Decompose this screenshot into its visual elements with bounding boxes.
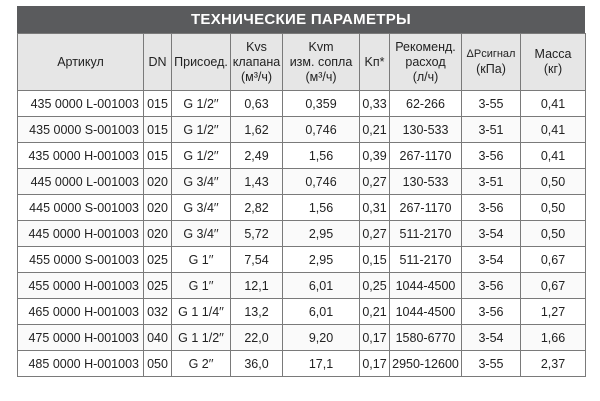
cell-kvs: 1,62 bbox=[231, 117, 283, 143]
cell-mass: 0,41 bbox=[521, 91, 586, 117]
cell-dp: 3-55 bbox=[462, 91, 521, 117]
cell-article: 455 0000 S-001003 bbox=[18, 247, 144, 273]
cell-article: 445 0000 H-001003 bbox=[18, 221, 144, 247]
cell-dn: 040 bbox=[144, 325, 172, 351]
header-flow-line3: (л/ч) bbox=[412, 69, 439, 84]
cell-mass: 0,50 bbox=[521, 221, 586, 247]
cell-kvs: 36,0 bbox=[231, 351, 283, 377]
cell-flow: 267-1170 bbox=[390, 195, 462, 221]
header-kvm bbox=[283, 34, 360, 91]
cell-article: 435 0000 S-001003 bbox=[18, 117, 144, 143]
cell-mass: 2,37 bbox=[521, 351, 586, 377]
cell-connection: G 1′′ bbox=[172, 273, 231, 299]
cell-dn: 020 bbox=[144, 221, 172, 247]
header-kvs-line1: Kvs bbox=[246, 39, 267, 54]
cell-article: 485 0000 H-001003 bbox=[18, 351, 144, 377]
table-row bbox=[18, 91, 586, 117]
table-row bbox=[18, 117, 586, 143]
cell-article: 445 0000 L-001003 bbox=[18, 169, 144, 195]
cell-kvm: 0,359 bbox=[283, 91, 360, 117]
cell-kvm: 6,01 bbox=[283, 273, 360, 299]
header-dn: DN bbox=[144, 34, 172, 91]
cell-article: 445 0000 S-001003 bbox=[18, 195, 144, 221]
header-row bbox=[18, 34, 586, 91]
cell-kvs: 2,49 bbox=[231, 143, 283, 169]
table-row bbox=[18, 247, 586, 273]
cell-connection: G 3/4′′ bbox=[172, 169, 231, 195]
cell-connection: G 1 1/2′′ bbox=[172, 325, 231, 351]
cell-kvm: 1,56 bbox=[283, 195, 360, 221]
cell-connection: G 1 1/4′′ bbox=[172, 299, 231, 325]
cell-kvs: 0,63 bbox=[231, 91, 283, 117]
table-title: ТЕХНИЧЕСКИЕ ПАРАМЕТРЫ bbox=[17, 6, 585, 33]
parameters-table bbox=[17, 33, 586, 377]
cell-flow: 1044-4500 bbox=[390, 273, 462, 299]
cell-kvs: 1,43 bbox=[231, 169, 283, 195]
table-row bbox=[18, 195, 586, 221]
cell-article: 455 0000 H-001003 bbox=[18, 273, 144, 299]
table-row bbox=[18, 221, 586, 247]
cell-flow: 511-2170 bbox=[390, 247, 462, 273]
cell-dp: 3-51 bbox=[462, 117, 521, 143]
cell-kp: 0,17 bbox=[360, 351, 390, 377]
cell-flow: 511-2170 bbox=[390, 221, 462, 247]
cell-kp: 0,15 bbox=[360, 247, 390, 273]
cell-mass: 0,67 bbox=[521, 247, 586, 273]
cell-kvm: 1,56 bbox=[283, 143, 360, 169]
cell-mass: 0,50 bbox=[521, 195, 586, 221]
cell-connection: G 2′′ bbox=[172, 351, 231, 377]
cell-dn: 020 bbox=[144, 195, 172, 221]
cell-kvs: 22,0 bbox=[231, 325, 283, 351]
cell-mass: 0,41 bbox=[521, 117, 586, 143]
cell-article: 435 0000 H-001003 bbox=[18, 143, 144, 169]
cell-connection: G 3/4′′ bbox=[172, 221, 231, 247]
header-flow-line2: расход bbox=[405, 54, 446, 69]
cell-flow: 62-266 bbox=[390, 91, 462, 117]
cell-kp: 0,21 bbox=[360, 117, 390, 143]
cell-kvm: 2,95 bbox=[283, 221, 360, 247]
cell-dn: 025 bbox=[144, 273, 172, 299]
cell-kvs: 2,82 bbox=[231, 195, 283, 221]
header-kvm-line1: Kvm bbox=[308, 39, 334, 54]
header-dp-line1: ΔPсигнал bbox=[466, 48, 516, 60]
table-row bbox=[18, 325, 586, 351]
cell-kvm: 17,1 bbox=[283, 351, 360, 377]
header-kvm-line3: (м³/ч) bbox=[305, 69, 337, 84]
cell-dp: 3-54 bbox=[462, 325, 521, 351]
table-row bbox=[18, 169, 586, 195]
cell-connection: G 1/2′′ bbox=[172, 143, 231, 169]
cell-dp: 3-55 bbox=[462, 351, 521, 377]
cell-dn: 015 bbox=[144, 91, 172, 117]
cell-kvm: 0,746 bbox=[283, 117, 360, 143]
cell-kvm: 6,01 bbox=[283, 299, 360, 325]
cell-dp: 3-54 bbox=[462, 247, 521, 273]
cell-mass: 0,67 bbox=[521, 273, 586, 299]
cell-dn: 015 bbox=[144, 143, 172, 169]
header-dp bbox=[462, 34, 521, 91]
cell-dn: 050 bbox=[144, 351, 172, 377]
cell-flow: 130-533 bbox=[390, 169, 462, 195]
cell-dp: 3-56 bbox=[462, 299, 521, 325]
cell-article: 475 0000 H-001003 bbox=[18, 325, 144, 351]
cell-connection: G 1′′ bbox=[172, 247, 231, 273]
cell-kp: 0,17 bbox=[360, 325, 390, 351]
cell-kvs: 13,2 bbox=[231, 299, 283, 325]
header-kvs-line2: клапана bbox=[232, 54, 281, 69]
cell-mass: 1,27 bbox=[521, 299, 586, 325]
cell-kvs: 7,54 bbox=[231, 247, 283, 273]
cell-connection: G 1/2′′ bbox=[172, 91, 231, 117]
cell-dp: 3-56 bbox=[462, 143, 521, 169]
header-mass bbox=[521, 34, 586, 91]
table-row bbox=[18, 273, 586, 299]
cell-flow: 1044-4500 bbox=[390, 299, 462, 325]
cell-dp: 3-56 bbox=[462, 273, 521, 299]
cell-kp: 0,33 bbox=[360, 91, 390, 117]
cell-connection: G 3/4′′ bbox=[172, 195, 231, 221]
header-kp: Kп* bbox=[360, 34, 390, 91]
header-mass-line2: (кг) bbox=[543, 62, 563, 76]
cell-kp: 0,27 bbox=[360, 221, 390, 247]
header-mass-line1: Масса bbox=[534, 47, 572, 61]
header-flow-line1: Рекоменд. bbox=[395, 39, 456, 54]
table-body bbox=[18, 91, 586, 377]
cell-kvs: 5,72 bbox=[231, 221, 283, 247]
header-dp-line2: (кПа) bbox=[476, 62, 506, 76]
cell-flow: 130-533 bbox=[390, 117, 462, 143]
cell-dn: 032 bbox=[144, 299, 172, 325]
cell-kvs: 12,1 bbox=[231, 273, 283, 299]
cell-kp: 0,27 bbox=[360, 169, 390, 195]
table-row bbox=[18, 299, 586, 325]
cell-dp: 3-51 bbox=[462, 169, 521, 195]
cell-article: 435 0000 L-001003 bbox=[18, 91, 144, 117]
cell-dp: 3-54 bbox=[462, 221, 521, 247]
cell-kvm: 2,95 bbox=[283, 247, 360, 273]
cell-mass: 0,50 bbox=[521, 169, 586, 195]
cell-dn: 020 bbox=[144, 169, 172, 195]
header-kvs-line3: (м³/ч) bbox=[240, 69, 273, 84]
cell-article: 465 0000 H-001003 bbox=[18, 299, 144, 325]
table-row bbox=[18, 143, 586, 169]
technical-parameters-panel bbox=[17, 6, 585, 377]
cell-mass: 0,41 bbox=[521, 143, 586, 169]
cell-connection: G 1/2′′ bbox=[172, 117, 231, 143]
cell-kp: 0,31 bbox=[360, 195, 390, 221]
header-kvs bbox=[231, 34, 283, 91]
cell-flow: 1580-6770 bbox=[390, 325, 462, 351]
header-connection: Присоед. bbox=[172, 34, 231, 91]
cell-kp: 0,25 bbox=[360, 273, 390, 299]
cell-dn: 015 bbox=[144, 117, 172, 143]
table-row bbox=[18, 351, 586, 377]
cell-kp: 0,21 bbox=[360, 299, 390, 325]
header-kvm-line2: изм. сопла bbox=[289, 54, 353, 69]
cell-dp: 3-56 bbox=[462, 195, 521, 221]
cell-dn: 025 bbox=[144, 247, 172, 273]
cell-kvm: 9,20 bbox=[283, 325, 360, 351]
cell-kp: 0,39 bbox=[360, 143, 390, 169]
cell-kvm: 0,746 bbox=[283, 169, 360, 195]
cell-flow: 267-1170 bbox=[390, 143, 462, 169]
header-flow bbox=[390, 34, 462, 91]
header-article: Артикул bbox=[18, 34, 144, 91]
cell-mass: 1,66 bbox=[521, 325, 586, 351]
cell-flow: 2950-12600 bbox=[390, 351, 462, 377]
